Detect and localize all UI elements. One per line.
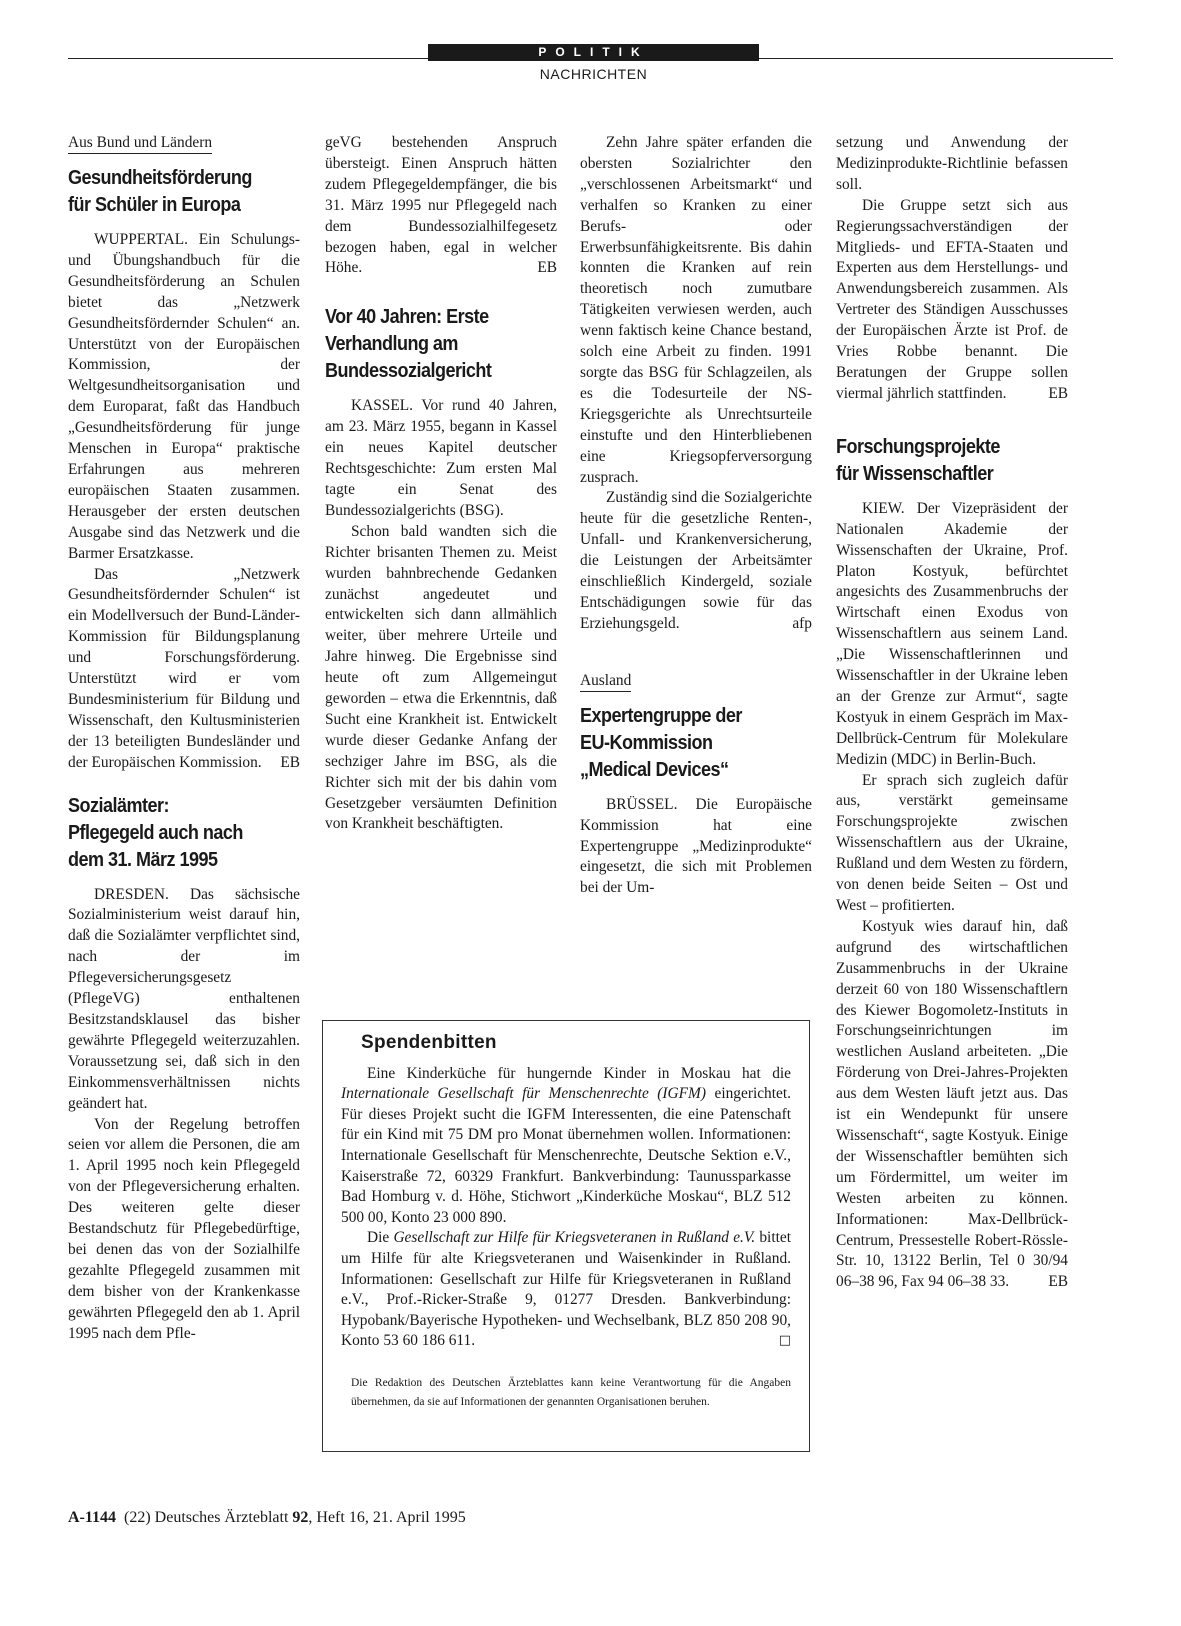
headline-line: Expertengruppe der bbox=[580, 703, 742, 727]
article-paragraph: Schon bald wandten sich die Richter brisanten Themen zu. Meist wurden bahnbrechende Gedanken zunächst angedeutet und entwickelten sich dann allmählich weiter, über mehrere Urteile und Jahre hinweg. Die Ergebnisse sind heute oft zum Allgemeingut geworden – etwa die Erkenntnis, daß Sucht eine Krankheit ist. Entwickelt wurde dieser Gedanke Anfang der sechziger Jahre im BSG, als die Richter sich mit der bis dahin vom Gesetzgeber versäumten Definition von Krankheit beschäftigten. bbox=[325, 522, 557, 833]
article-paragraph: Von der Regelung betroffen seien vor allem die Personen, die am 1. April 1995 noch kein Pflegegeld von der Pflegeversicherung erhalten. Des weiteren gelte dieser Bestandschutz für Pflegebedürftige, bei denen das von der Sozialhilfe gezahlte Pflegegeld zusammen mit dem bisher von der Krankenkasse gewährten Pflegegeld den ab 1. April 1995 nach dem Pfle- bbox=[68, 1115, 300, 1342]
box-disclaimer: Die Redaktion des Deutschen Ärzteblattes kann keine Verantwortung für die Angaben übernehmen, da sie auf Informationen der genannten Organisationen beruhen. bbox=[351, 1376, 791, 1408]
paragraph-text: Das „Netzwerk Gesundheitsfördernder Schulen“ ist ein Modellversuch der Bund-Länder-Kommission für Bildungsplanung und Forschungsförderung. Unterstützt wird er vom Bundesministerium für Bildung und Wissenschaft, den Kultusministerien der 13 beteiligten Bundesländer und der Europäischen Kommission. bbox=[68, 565, 300, 771]
paragraph-text: geVG bestehenden Anspruch übersteigt. Einen Anspruch hätten zudem Pflegegeldempfänger, die bis 31. März 1995 nur Pflegegeld nach dem Bundessozialhilfegesetz bezogen haben, egal in welcher Höhe. bbox=[325, 134, 557, 277]
article-paragraph: setzung und Anwendung der Medizinprodukte-Richtlinie befassen soll. bbox=[836, 134, 1068, 193]
author-signature: EB bbox=[1048, 384, 1068, 402]
paragraph-text: Zuständig sind die Sozialgerichte heute für die gesetzliche Renten-, Unfall- und Krankenversicherung, die Leistungen der Arbeitsämter einschließlich Kindergeld, soziale Entschädigungen sowie für das Erziehungsgeld. bbox=[580, 489, 812, 632]
paragraph-text: bittet um Hilfe für alte Kriegsveteranen und Waisenkinder in Rußland. Informationen: Gesellschaft zur Hilfe für Kriegsveteranen in Rußland e.V., Prof.-Ricker-Straße 9, 01277 Dresden. Bankverbindung: Hypobank/Bayerische Hypotheken- und Wechselbank, BLZ 850 208 90, Konto 53 60 186 611. bbox=[341, 1229, 791, 1350]
end-mark: □ bbox=[778, 1333, 791, 1349]
article-paragraph: BRÜSSEL. Die Europäische Kommission hat eine Expertengruppe „Medizinprodukte“ eingesetzt, die sich mit Problemen bei der Um- bbox=[580, 795, 812, 897]
issue-info: (22) Deutsches Ärzteblatt bbox=[124, 1509, 293, 1526]
paragraph-text: eingerichtet. Für dieses Projekt sucht die IGFM Interessenten, die eine Patenschaft für ein Kind mit 75 DM pro Monat übernehmen wollen. Informationen: Internationale Gesellschaft für Menschenrechte, Deutsche Sektion e.V., Kaiserstraße 72, 60329 Frankfurt. Bankverbindung: Taunussparkasse Bad Homburg v. d. Höhe, Stichwort „Kinderküche Moskau“, BLZ 512 500 00, Konto 23 000 890. bbox=[341, 1085, 791, 1226]
page-footer bbox=[68, 1509, 466, 1527]
paragraph-text: Kostyuk wies darauf hin, daß aufgrund des wirtschaftlichen Zusammenbruchs in der Ukraine derzeit 60 von 180 Wissenschaftlern des Kiewer Bogomoletz-Instituts in Forschungseinrichtungen im westlichen Ausland arbeiteten. „Die Förderung von Drei-Jahres-Projekten aus dem Westen läuft jetzt aus. Das ist ein Wendepunkt für unsere Wissenschaft“, sagte Kostyuk. Einige der Wissenschaftler bemühten sich um Fördermittel, um weiter im Westen arbeiten zu können. Informationen: Max-Dellbrück-Centrum, Pressestelle Robert-Rössle-Str. 10, 13122 Berlin, Tel 0 30/94 06–38 96, Fax 94 06–38 33. bbox=[836, 917, 1068, 1291]
subsection-label: NACHRICHTEN bbox=[539, 66, 648, 82]
article-paragraph bbox=[836, 917, 1068, 1293]
headline-bundessozialgericht bbox=[325, 303, 556, 384]
column-3 bbox=[580, 133, 812, 899]
author-signature: EB bbox=[537, 259, 557, 277]
article-paragraph bbox=[580, 488, 812, 634]
column-4 bbox=[836, 133, 1068, 1293]
headline-gesundheitsfoerderung bbox=[68, 164, 299, 218]
headline-forschungsprojekte bbox=[836, 433, 1067, 487]
author-signature: EB bbox=[1048, 1273, 1068, 1291]
article-paragraph bbox=[325, 133, 557, 279]
spendenbitten-box bbox=[322, 1020, 810, 1452]
article-paragraph: Er sprach sich zugleich dafür aus, verstärkt gemeinsame Forschungsprojekte zwischen Wissenschaftlern aus der Ukraine, Rußland und dem Westen zu fördern, von denen beide Seiten – Ost und West – profitierten. bbox=[836, 771, 1068, 914]
section-label: POLITIK bbox=[428, 44, 759, 61]
page-number: A-1144 bbox=[68, 1509, 116, 1526]
paragraph-text: Eine Kinderküche für hungernde Kinder in Moskau hat die bbox=[367, 1064, 791, 1082]
headline-line: Sozialämter: bbox=[68, 793, 169, 817]
box-paragraph bbox=[341, 1064, 791, 1229]
author-signature: EB bbox=[280, 753, 300, 771]
article-paragraph: WUPPERTAL. Ein Schulungs- und Übungshandbuch für die Gesundheitsförderung an Schulen bietet das „Netzwerk Gesundheitsfördernder Schulen“ an. Unterstützt von der Europäischen Kommission, der Weltgesundheitsorganisation und dem Europarat, faßt das Handbuch „Gesundheitsförderung für junge Menschen in Europa“ praktische Erfahrungen aus mehreren europäischen Staaten zusammen. Herausgeber der ersten deutschen Ausgabe sind das Netzwerk und die Barmer Ersatzkasse. bbox=[68, 231, 300, 562]
box-title: Spendenbitten bbox=[361, 1032, 497, 1053]
headline-expertengruppe bbox=[580, 702, 811, 783]
organization-name: Gesellschaft zur Hilfe für Kriegsveteranen in Rußland e.V. bbox=[393, 1229, 756, 1247]
headline-sozialaemter bbox=[68, 792, 299, 873]
paragraph-text: Die bbox=[367, 1229, 394, 1247]
headline-line: Verhandlung am bbox=[325, 332, 458, 356]
headline-line: für Wissenschaftler bbox=[836, 461, 994, 485]
organization-name: Internationale Gesellschaft für Menschenrechte (IGFM) bbox=[341, 1085, 707, 1103]
rubric-ausland: Ausland bbox=[580, 671, 631, 692]
article-paragraph: KASSEL. Vor rund 40 Jahren, am 23. März 1955, begann in Kassel ein neues Kapitel deutscher Rechtsgeschichte: Zum ersten Mal tagte ein Senat des Bundessozialgerichts (BSG). bbox=[325, 397, 557, 519]
rubric-bund-laender: Aus Bund und Ländern bbox=[68, 133, 212, 154]
headline-line: Pflegegeld auch nach bbox=[68, 820, 243, 844]
headline-line: „Medical Devices“ bbox=[580, 757, 729, 781]
article-paragraph bbox=[68, 565, 300, 774]
headline-line: Gesundheitsförderung bbox=[68, 166, 252, 189]
headline-line: Vor 40 Jahren: Erste bbox=[325, 305, 489, 329]
headline-line: dem 31. März 1995 bbox=[68, 847, 218, 871]
article-paragraph bbox=[836, 196, 1068, 405]
issue-info-tail: , Heft 16, 21. April 1995 bbox=[308, 1509, 466, 1526]
article-paragraph: DRESDEN. Das sächsische Sozialministerium weist darauf hin, daß die Sozialämter verpflichtet sind, nach der im Pflegeversicherungsgesetz (PflegeVG) enthaltenen Besitzstandsklausel das bisher gewährte Pflegegeld weiterzuzahlen. Voraussetzung sei, daß sich in den Einkommensverhältnissen nichts geändert hat. bbox=[68, 885, 300, 1112]
headline-line: Forschungsprojekte bbox=[836, 434, 1000, 458]
paragraph-text: Die Gruppe setzt sich aus Regierungssachverständigen der Mitglieds- und EFTA-Staaten und Experten aus dem Herstellungs- und Anwendungsbereich zusammen. Als Vertreter des Ständigen Ausschusses der Europäischen Ärzte ist Prof. de Vries Robbe benannt. Die Beratungen der Gruppe sollen viermal jährlich stattfinden. bbox=[836, 196, 1068, 402]
article-paragraph: KIEW. Der Vizepräsident der Nationalen Akademie der Wissenschaften der Ukraine, Prof. Platon Kostyuk, befürchtet angesichts des Zusammenbruchs der Wirtschaft einen Exodus von Wissenschaftlern aus seinem Land. „Die Wissenschaftlerinnen und Wissenschaftler in der Ukraine leben an der Grenze zur Armut“, sagte Kostyuk in einem Gespräch im Max-Dellbrück-Centrum für Molekulare Medizin (MDC) in Berlin-Buch. bbox=[836, 499, 1068, 768]
box-paragraph bbox=[341, 1228, 791, 1352]
headline-line: EU-Kommission bbox=[580, 730, 713, 754]
column-1 bbox=[68, 133, 300, 1345]
column-2 bbox=[325, 133, 557, 835]
headline-line: Bundessozialgericht bbox=[325, 359, 492, 383]
headline-line: für Schüler in Europa bbox=[68, 193, 241, 216]
article-paragraph: Zehn Jahre später erfanden die obersten Sozialrichter den „verschlossenen Arbeitsmarkt“ und verhalfen so Kranken zu einer Berufs- oder Erwerbsunfähigkeitsrente. Bis dahin konnten die Kranken auf rein theoretisch noch zumutbare Tätigkeiten verwiesen werden, auch wenn faktisch keine Chance bestand, solch eine Arbeit zu finden. 1991 sorgte das BSG für Schlagzeilen, als es die Todesurteile der NS-Kriegsgerichte als Unrechtsurteile einstufte und den Hinterbliebenen eine Kriegsopferversorgung zusprach. bbox=[580, 134, 812, 486]
author-signature: afp bbox=[792, 614, 812, 632]
volume-number: 92 bbox=[292, 1509, 309, 1526]
